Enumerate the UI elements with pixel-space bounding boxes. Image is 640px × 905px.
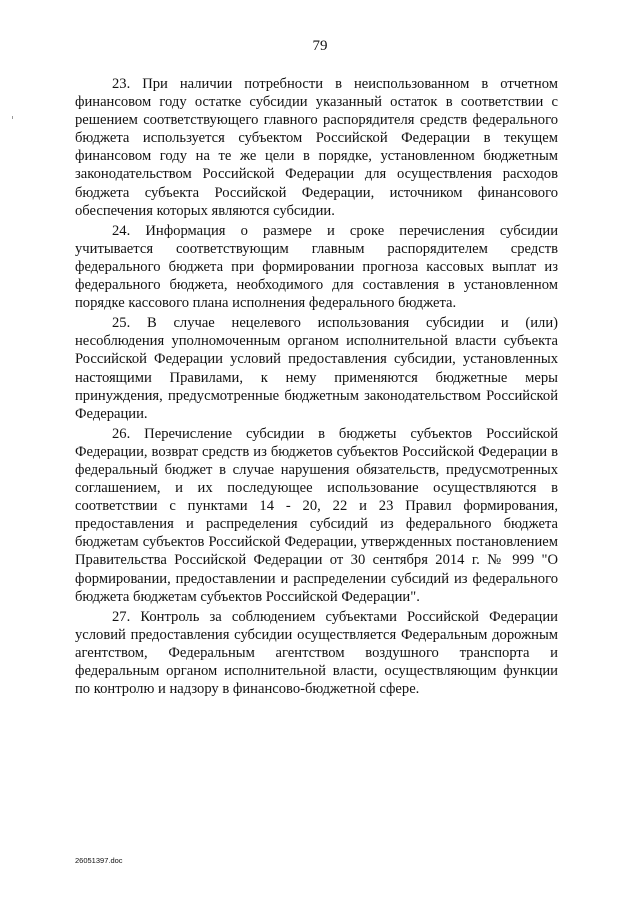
document-body (75, 75, 558, 700)
paragraph-24: 24. Информация о размере и сроке перечисления субсидии учитывается соответствующим главным распорядителем средств федерального бюджета при формировании прогноза кассовых выплат из федерального бюджета, необходимого для составления в установленном порядке кассового плана исполнения федерального бюджета. (75, 222, 558, 312)
paragraph-27: 27. Контроль за соблюдением субъектами Российской Федерации условий предоставления субсидии осуществляется Федеральным дорожным агентством, Федеральным агентством воздушного транспорта и федеральным органом исполнительной власти, осуществляющим функции по контролю и надзору в финансово-бюджетной сфере. (75, 608, 558, 698)
margin-mark (12, 116, 13, 119)
page-number: 79 (312, 38, 328, 54)
file-name-footer: 26051397.doc (75, 856, 123, 865)
paragraph-25: 25. В случае нецелевого использования субсидии и (или) несоблюдения уполномоченным органом исполнительной власти субъекта Российской Федерации условий предоставления субсидии, установленных настоящими Правилами, к нему применяются бюджетные меры принуждения, предусмотренные бюджетным законодательством Российской Федерации. (75, 315, 558, 422)
paragraph-26: 26. Перечисление субсидии в бюджеты субъектов Российской Федерации, возврат средств из бюджетов субъектов Российской Федерации в федеральный бюджет в случае нарушения обязательств, предусмотренных соглашением, и их последующее использование осуществляются в соответствии с пунктами 14 - 20, 22 и 23 Правил формирования, предоставления и распределения субсидий из федерального бюджета бюджетам субъектов Российской Федерации, утвержденных постановлением Правительства Российской Федерации от 30 сентября 2014 г. № 999 "О формировании, предоставлении и распределении субсидий из федерального бюджета бюджетам субъектов Российской Федерации". (75, 425, 558, 605)
paragraph-23: 23. При наличии потребности в неиспользованном в отчетном финансовом году остатке субсидии указанный остаток в соответствии с решением соответствующего главного распорядителя средств федерального бюджета используется субъектом Российской Федерации в текущем финансовом году на те же цели в порядке, установленном бюджетным законодательством Российской Федерации для осуществления расходов бюджета субъекта Российской Федерации, источником финансового обеспечения которых являются субсидии. (75, 76, 558, 219)
